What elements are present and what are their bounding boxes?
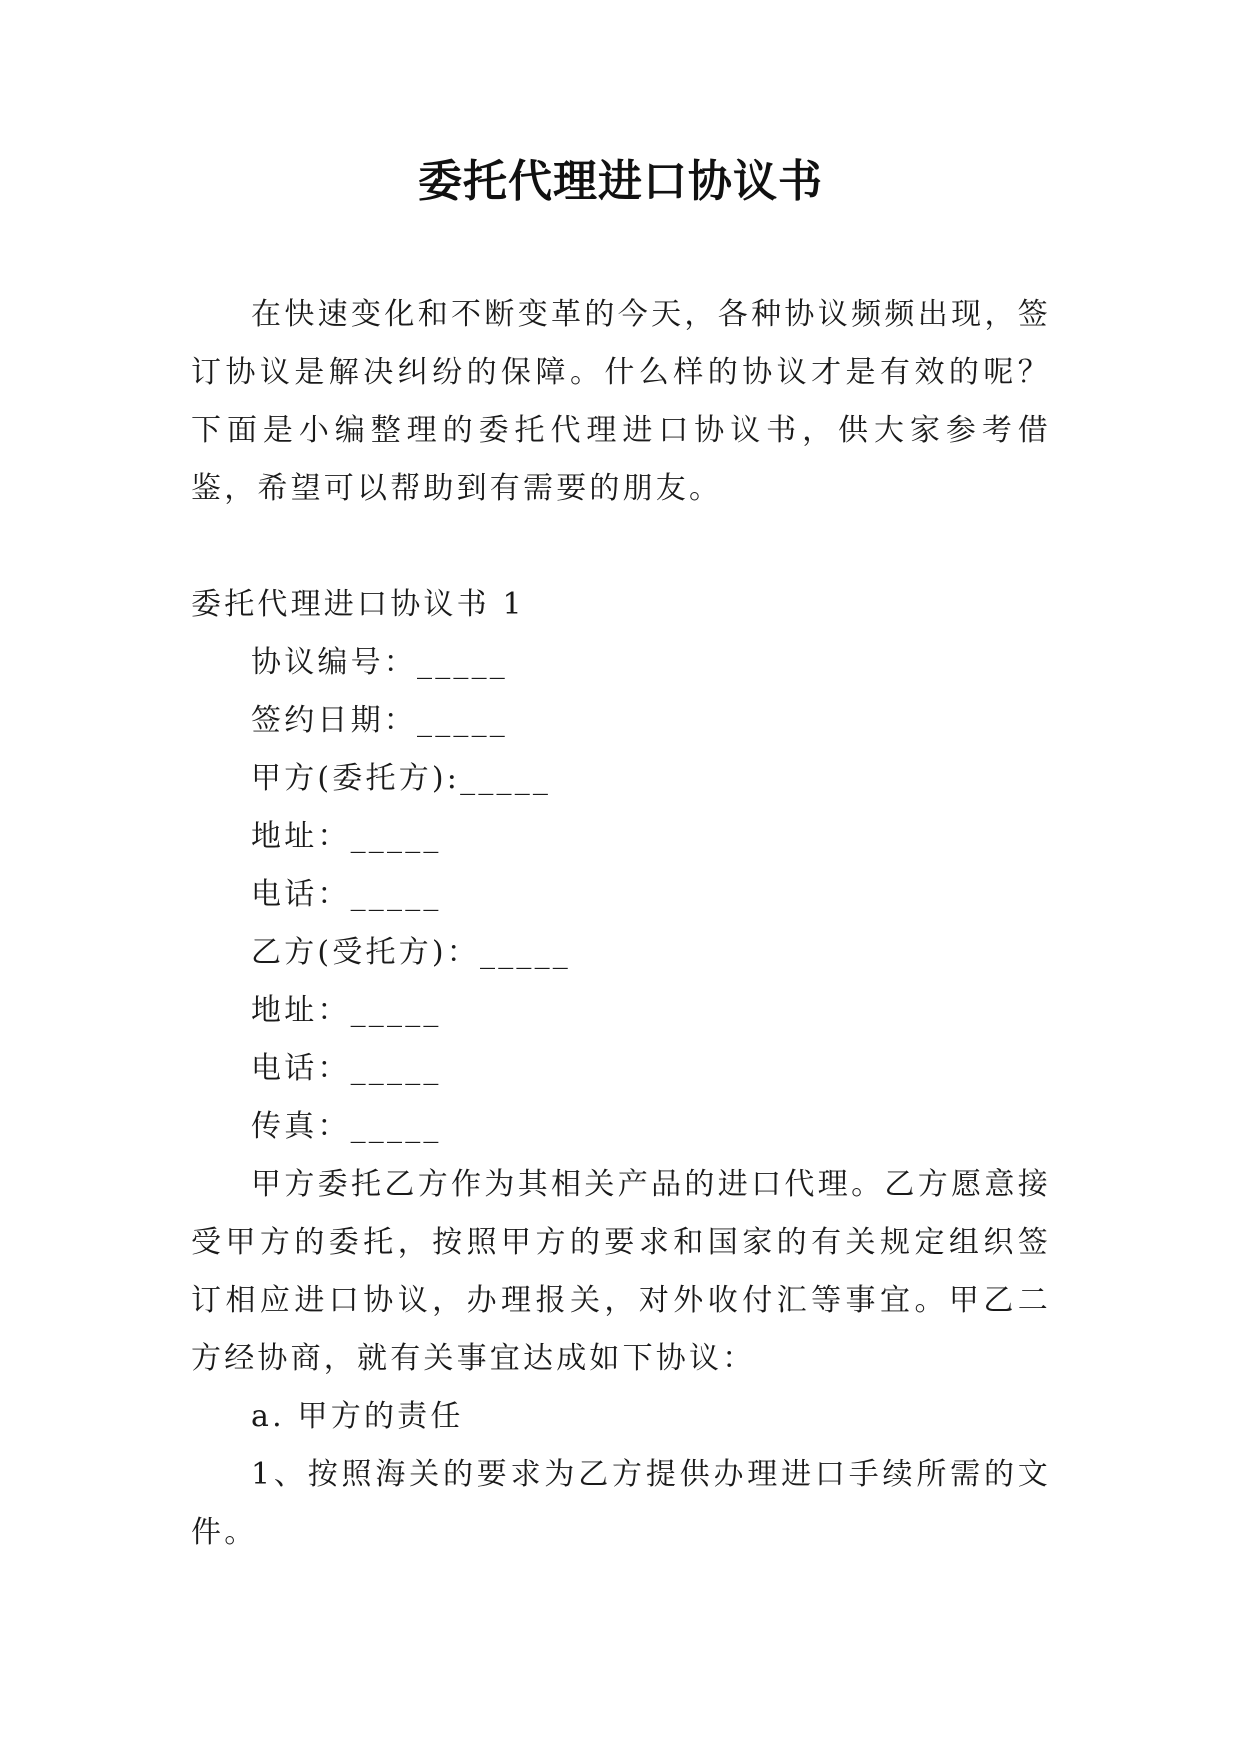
field-agreement-number: 协议编号：_____ (251, 645, 508, 680)
field-party-b-address: 地址：_____ (251, 993, 442, 1028)
field-party-b-phone: 电话：_____ (251, 1051, 442, 1086)
field-party-b: 乙方(受托方)：_____ (251, 935, 572, 970)
paragraph-gap (191, 518, 1051, 576)
field-signing-date: 签约日期：_____ (251, 703, 508, 738)
field-party-a: 甲方(委托方):_____ (251, 761, 552, 796)
document-body (191, 286, 1051, 1562)
agreement-intro-paragraph: 甲方委托乙方作为其相关产品的进口代理。乙方愿意接受甲方的委托，按照甲方的要求和国家的有关规定组织签订相应进口协议，办理报关，对外收付汇等事宜。甲乙二方经协商，就有关事宜达成如下协议： (191, 1167, 1051, 1376)
field-party-a-phone: 电话：_____ (251, 877, 442, 912)
field-party-a-address: 地址：_____ (251, 819, 442, 854)
document-title: 委托代理进口协议书 (418, 156, 823, 207)
intro-paragraph: 在快速变化和不断变革的今天，各种协议频频出现，签订协议是解决纠纷的保障。什么样的协议才是有效的呢？下面是小编整理的委托代理进口协议书，供大家参考借鉴，希望可以帮助到有需要的朋友。 (191, 297, 1051, 506)
field-party-b-fax: 传真：_____ (251, 1109, 442, 1144)
clause-1-paragraph: 1、按照海关的要求为乙方提供办理进口手续所需的文件。 (191, 1457, 1051, 1550)
clause-a-heading: a. 甲方的责任 (251, 1399, 464, 1434)
section-heading: 委托代理进口协议书 1 (191, 587, 525, 622)
